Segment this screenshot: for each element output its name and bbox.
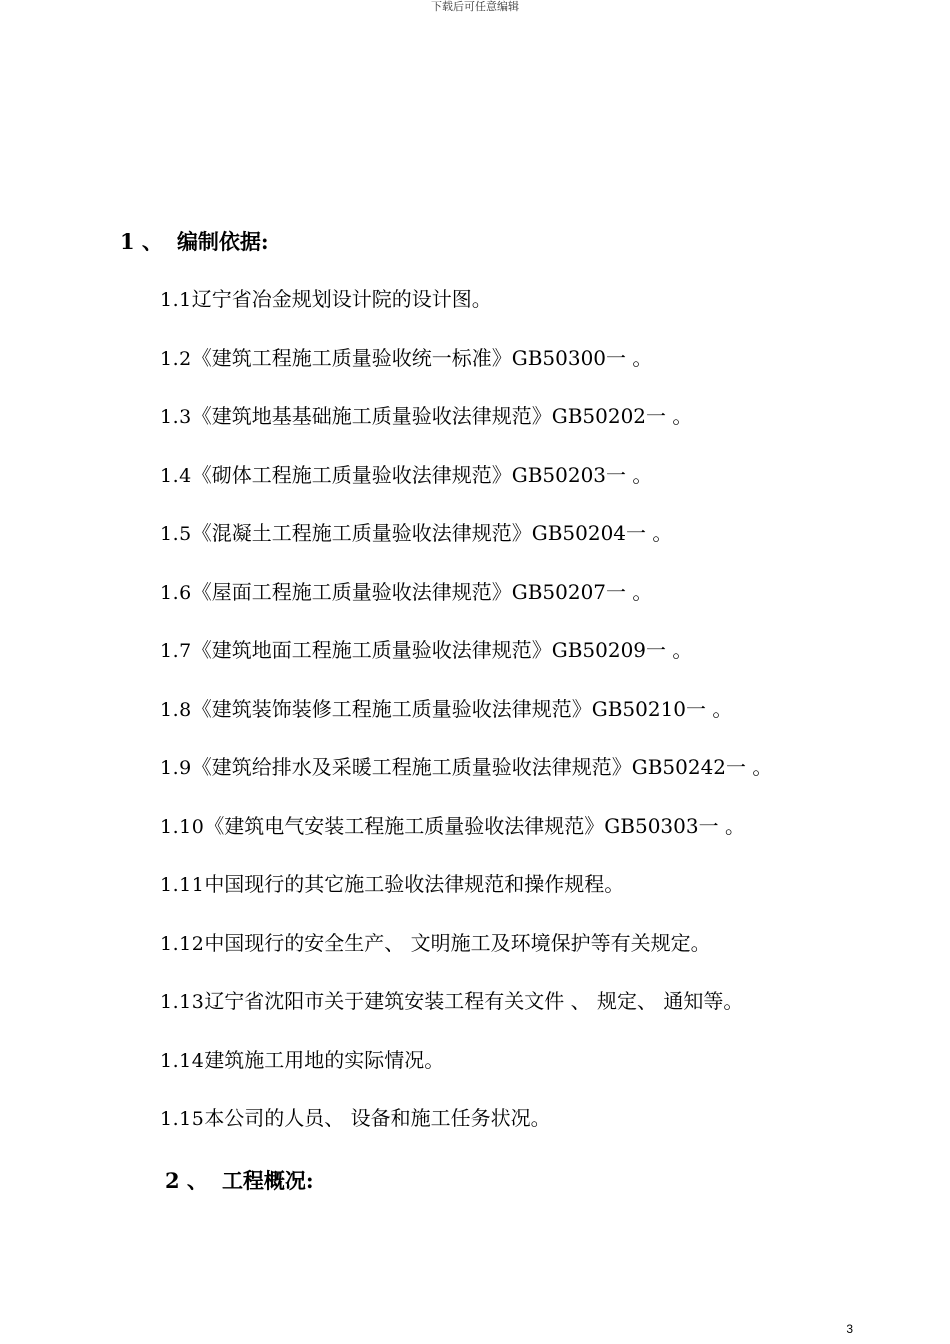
list-item (160, 984, 772, 1043)
list-item (160, 516, 772, 575)
item-number: 1.6 (160, 581, 192, 604)
item-number: 1.7 (160, 640, 192, 662)
item-text: 本公司的人员、 设备和施工任务状况。 (204, 1106, 551, 1130)
item-number: 1.14 (160, 1049, 205, 1072)
list-item (160, 341, 772, 400)
section-number: 2 、 (165, 1168, 208, 1193)
item-text: 《建筑给排水及采暖工程施工质量验收法律规范》GB50242一 。 (191, 755, 773, 779)
item-text: 辽宁省冶金规划设计院的设计图。 (191, 287, 492, 311)
list-item (160, 692, 772, 751)
item-number: 1.8 (160, 698, 192, 721)
list-item (160, 282, 772, 341)
list-item (160, 809, 772, 868)
section-heading-overview (165, 1165, 314, 1195)
item-text: 《屋面工程施工质量验收法律规范》GB50207一 。 (191, 579, 653, 604)
section-title: 编制依据: (176, 229, 269, 254)
item-text: 中国现行的其它施工验收法律规范和操作规程。 (204, 872, 625, 896)
item-number: 1.10 (160, 815, 205, 838)
item-text: 中国现行的安全生产、 文明施工及环境保护等有关规定。 (204, 930, 711, 955)
item-text: 《建筑电气安装工程施工质量验收法律规范》GB50303一 。 (204, 813, 745, 838)
list-item (160, 399, 772, 458)
list-item (160, 575, 772, 634)
item-text: 《砌体工程施工质量验收法律规范》GB50203一 。 (191, 462, 653, 487)
list-item (160, 750, 772, 809)
list-item (160, 1101, 772, 1160)
item-number: 1.1 (160, 289, 192, 311)
header-note: 下载后可任意编辑 (431, 0, 519, 13)
item-number: 1.13 (160, 991, 205, 1013)
list-item (160, 458, 772, 517)
item-number: 1.12 (160, 932, 205, 955)
list-item (160, 633, 772, 692)
item-number: 1.9 (160, 757, 192, 779)
item-text: 建筑施工用地的实际情况。 (204, 1047, 445, 1072)
item-text: 《建筑地基基础施工质量验收法律规范》GB50202一 。 (191, 404, 693, 428)
list-item (160, 1043, 772, 1102)
item-text: 《建筑工程施工质量验收统一标准》GB50300一 。 (191, 345, 653, 370)
item-text: 《建筑装饰装修工程施工质量验收法律规范》GB50210一 。 (191, 696, 733, 721)
item-number: 1.2 (160, 347, 192, 370)
list-item (160, 926, 772, 985)
section-title: 工程概况: (221, 1168, 314, 1193)
item-text: 《混凝土工程施工质量验收法律规范》GB50204一 。 (191, 521, 673, 545)
item-number: 1.3 (160, 406, 192, 428)
item-number: 1.4 (160, 464, 192, 487)
item-number: 1.11 (160, 874, 205, 896)
list-item (160, 867, 772, 926)
section-heading-basis (120, 226, 269, 256)
section-number: 1 、 (120, 229, 163, 254)
page-number: 3 (846, 1322, 853, 1336)
basis-list (160, 282, 772, 1160)
item-number: 1.15 (160, 1108, 205, 1130)
item-text: 辽宁省沈阳市关于建筑安装工程有关文件 、 规定、 通知等。 (204, 989, 744, 1013)
item-number: 1.5 (160, 523, 192, 545)
item-text: 《建筑地面工程施工质量验收法律规范》GB50209一 。 (191, 638, 693, 662)
